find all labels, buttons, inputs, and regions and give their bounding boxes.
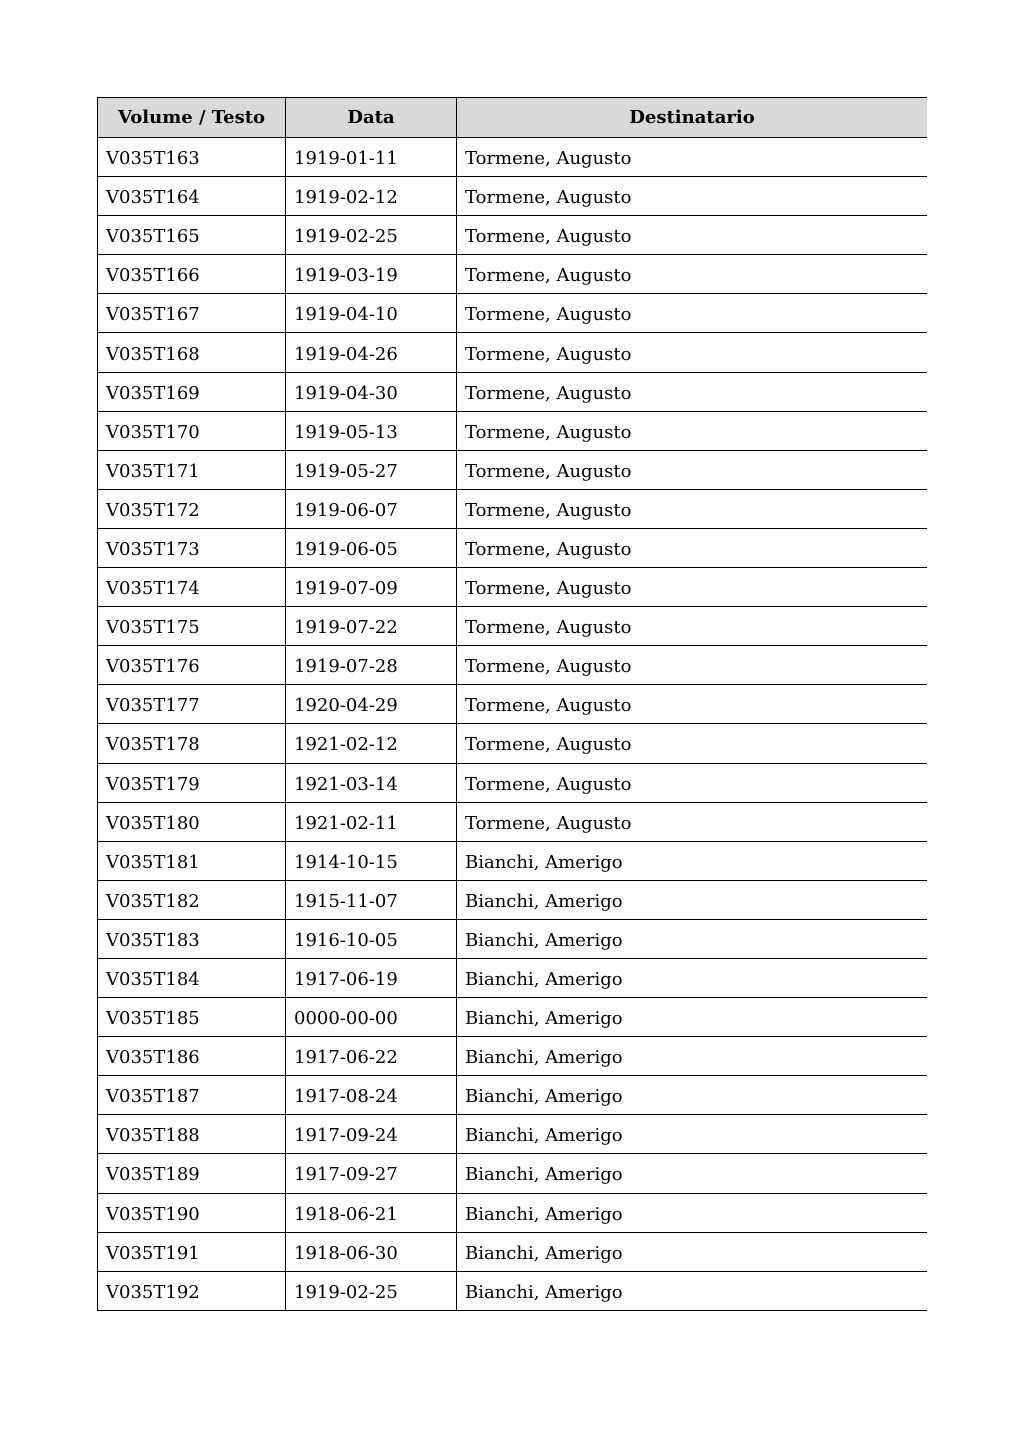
cell-data: 1921-03-14 — [286, 763, 457, 802]
cell-destinatario: Tormene, Augusto — [457, 138, 928, 177]
cell-data: 1919-02-25 — [286, 216, 457, 255]
table-row — [98, 216, 928, 255]
cell-destinatario: Tormene, Augusto — [457, 802, 928, 841]
cell-destinatario: Tormene, Augusto — [457, 255, 928, 294]
table-row — [98, 177, 928, 216]
cell-volume-testo: V035T164 — [98, 177, 286, 216]
cell-volume-testo: V035T192 — [98, 1271, 286, 1310]
cell-data: 1919-04-30 — [286, 372, 457, 411]
table-row — [98, 685, 928, 724]
cell-data: 1919-02-25 — [286, 1271, 457, 1310]
table-row — [98, 919, 928, 958]
cell-destinatario: Bianchi, Amerigo — [457, 1037, 928, 1076]
cell-destinatario: Tormene, Augusto — [457, 411, 928, 450]
cell-volume-testo: V035T188 — [98, 1115, 286, 1154]
cell-destinatario: Tormene, Augusto — [457, 450, 928, 489]
cell-data: 1919-03-19 — [286, 255, 457, 294]
cell-data: 1917-09-24 — [286, 1115, 457, 1154]
cell-data: 1914-10-15 — [286, 841, 457, 880]
cell-volume-testo: V035T184 — [98, 958, 286, 997]
table-row — [98, 880, 928, 919]
cell-data: 1917-06-19 — [286, 958, 457, 997]
cell-volume-testo: V035T171 — [98, 450, 286, 489]
table-body — [98, 138, 928, 1311]
cell-data: 1917-09-27 — [286, 1154, 457, 1193]
cell-volume-testo: V035T186 — [98, 1037, 286, 1076]
header-destinatario: Destinatario — [457, 98, 928, 138]
cell-data: 1919-05-27 — [286, 450, 457, 489]
cell-volume-testo: V035T182 — [98, 880, 286, 919]
table-row — [98, 255, 928, 294]
cell-volume-testo: V035T179 — [98, 763, 286, 802]
cell-volume-testo: V035T181 — [98, 841, 286, 880]
cell-destinatario: Bianchi, Amerigo — [457, 958, 928, 997]
cell-destinatario: Bianchi, Amerigo — [457, 1076, 928, 1115]
cell-data: 1916-10-05 — [286, 919, 457, 958]
cell-volume-testo: V035T190 — [98, 1193, 286, 1232]
cell-destinatario: Tormene, Augusto — [457, 568, 928, 607]
cell-data: 1919-07-28 — [286, 646, 457, 685]
header-row — [98, 98, 928, 138]
table-row — [98, 411, 928, 450]
cell-destinatario: Bianchi, Amerigo — [457, 1271, 928, 1310]
cell-destinatario: Bianchi, Amerigo — [457, 998, 928, 1037]
cell-volume-testo: V035T187 — [98, 1076, 286, 1115]
cell-volume-testo: V035T170 — [98, 411, 286, 450]
cell-destinatario: Bianchi, Amerigo — [457, 919, 928, 958]
cell-data: 1915-11-07 — [286, 880, 457, 919]
cell-volume-testo: V035T191 — [98, 1232, 286, 1271]
cell-destinatario: Bianchi, Amerigo — [457, 1154, 928, 1193]
cell-destinatario: Tormene, Augusto — [457, 216, 928, 255]
cell-volume-testo: V035T189 — [98, 1154, 286, 1193]
cell-data: 1919-06-05 — [286, 528, 457, 567]
cell-destinatario: Bianchi, Amerigo — [457, 880, 928, 919]
cell-destinatario: Tormene, Augusto — [457, 372, 928, 411]
table-row — [98, 450, 928, 489]
table-row — [98, 841, 928, 880]
cell-volume-testo: V035T172 — [98, 489, 286, 528]
cell-data: 1919-04-10 — [286, 294, 457, 333]
letters-table — [97, 97, 927, 1311]
table-row — [98, 646, 928, 685]
table-row — [98, 1076, 928, 1115]
cell-destinatario: Tormene, Augusto — [457, 607, 928, 646]
table-row — [98, 1115, 928, 1154]
table-row — [98, 568, 928, 607]
cell-data: 1921-02-11 — [286, 802, 457, 841]
cell-data: 1917-08-24 — [286, 1076, 457, 1115]
table-row — [98, 372, 928, 411]
cell-data: 1919-05-13 — [286, 411, 457, 450]
header-volume-testo: Volume / Testo — [98, 98, 286, 138]
cell-data: 1918-06-30 — [286, 1232, 457, 1271]
table-row — [98, 138, 928, 177]
cell-volume-testo: V035T180 — [98, 802, 286, 841]
cell-destinatario: Bianchi, Amerigo — [457, 1232, 928, 1271]
table-row — [98, 958, 928, 997]
table-row — [98, 1193, 928, 1232]
table-row — [98, 1037, 928, 1076]
cell-volume-testo: V035T183 — [98, 919, 286, 958]
table-row — [98, 607, 928, 646]
cell-data: 1919-01-11 — [286, 138, 457, 177]
cell-volume-testo: V035T176 — [98, 646, 286, 685]
cell-volume-testo: V035T173 — [98, 528, 286, 567]
cell-data: 1921-02-12 — [286, 724, 457, 763]
cell-destinatario: Tormene, Augusto — [457, 177, 928, 216]
cell-data: 1918-06-21 — [286, 1193, 457, 1232]
cell-data: 1919-04-26 — [286, 333, 457, 372]
cell-volume-testo: V035T163 — [98, 138, 286, 177]
cell-volume-testo: V035T174 — [98, 568, 286, 607]
cell-destinatario: Tormene, Augusto — [457, 294, 928, 333]
cell-data: 1919-06-07 — [286, 489, 457, 528]
cell-volume-testo: V035T165 — [98, 216, 286, 255]
cell-volume-testo: V035T167 — [98, 294, 286, 333]
cell-destinatario: Tormene, Augusto — [457, 528, 928, 567]
cell-data: 1919-07-22 — [286, 607, 457, 646]
cell-destinatario: Tormene, Augusto — [457, 724, 928, 763]
cell-volume-testo: V035T185 — [98, 998, 286, 1037]
cell-destinatario: Bianchi, Amerigo — [457, 1193, 928, 1232]
cell-data: 1920-04-29 — [286, 685, 457, 724]
cell-volume-testo: V035T169 — [98, 372, 286, 411]
table-row — [98, 802, 928, 841]
cell-destinatario: Bianchi, Amerigo — [457, 841, 928, 880]
cell-data: 1917-06-22 — [286, 1037, 457, 1076]
table-row — [98, 1232, 928, 1271]
cell-destinatario: Tormene, Augusto — [457, 333, 928, 372]
cell-destinatario: Tormene, Augusto — [457, 646, 928, 685]
table-row — [98, 528, 928, 567]
table-row — [98, 724, 928, 763]
table-row — [98, 489, 928, 528]
cell-destinatario: Tormene, Augusto — [457, 685, 928, 724]
table-row — [98, 1271, 928, 1310]
cell-volume-testo: V035T178 — [98, 724, 286, 763]
cell-volume-testo: V035T166 — [98, 255, 286, 294]
cell-volume-testo: V035T175 — [98, 607, 286, 646]
table-row — [98, 763, 928, 802]
table-row — [98, 294, 928, 333]
table-row — [98, 998, 928, 1037]
table-row — [98, 1154, 928, 1193]
cell-destinatario: Bianchi, Amerigo — [457, 1115, 928, 1154]
cell-data: 0000-00-00 — [286, 998, 457, 1037]
cell-data: 1919-07-09 — [286, 568, 457, 607]
cell-volume-testo: V035T168 — [98, 333, 286, 372]
table-header — [98, 98, 928, 138]
cell-destinatario: Tormene, Augusto — [457, 489, 928, 528]
cell-destinatario: Tormene, Augusto — [457, 763, 928, 802]
letters-table-container — [97, 97, 927, 1312]
header-data: Data — [286, 98, 457, 138]
table-row — [98, 333, 928, 372]
cell-data: 1919-02-12 — [286, 177, 457, 216]
cell-volume-testo: V035T177 — [98, 685, 286, 724]
